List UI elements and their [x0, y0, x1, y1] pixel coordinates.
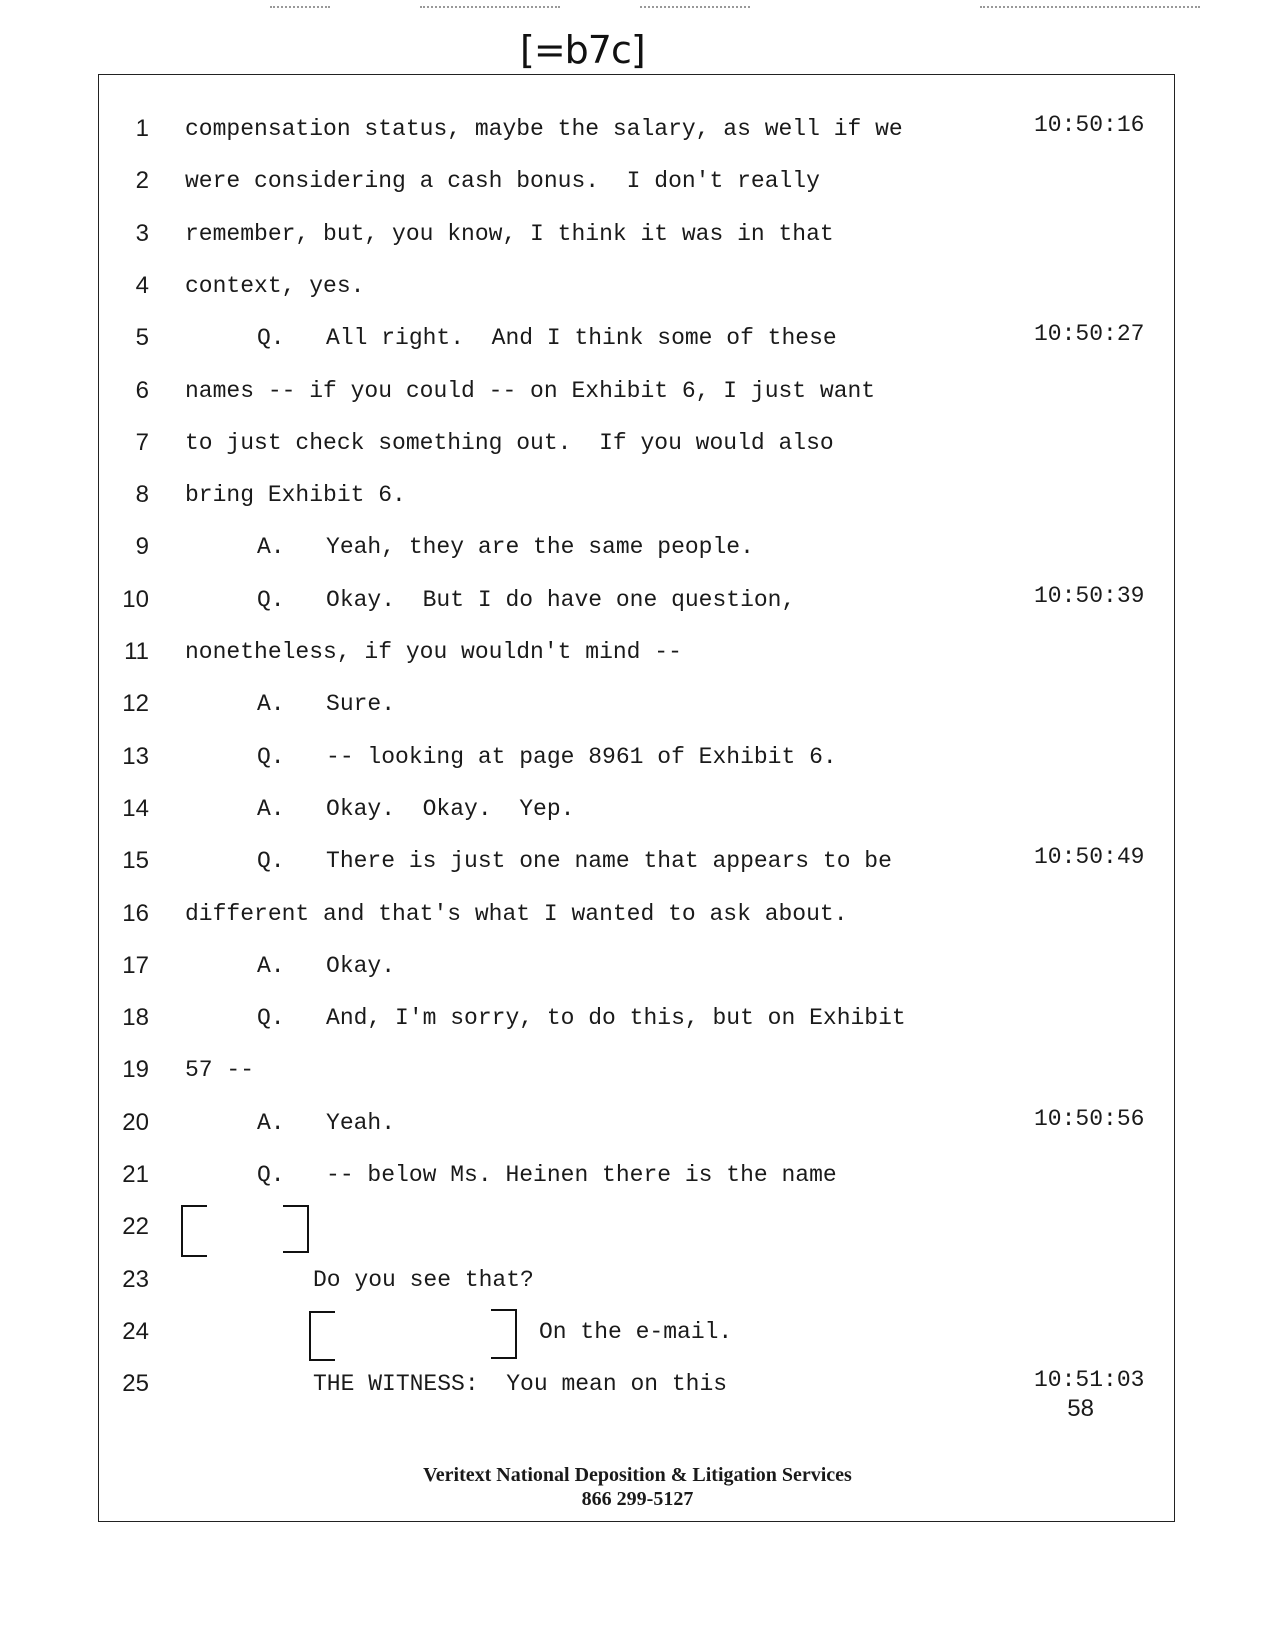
line-text: Q. -- below Ms. Heinen there is the name [257, 1162, 837, 1188]
line-number: 16 [122, 899, 149, 927]
line-number: 3 [135, 219, 149, 247]
line-text: Q. All right. And I think some of these [257, 325, 837, 352]
line-text: nonetheless, if you wouldn't mind -- [185, 639, 682, 665]
timestamp: 10:50:27 [1034, 321, 1145, 348]
line-text: were considering a cash bonus. I don't really [185, 168, 820, 195]
footer-company: Veritext National Deposition & Litigation Services [423, 1464, 852, 1486]
line-number: 20 [122, 1108, 149, 1136]
footer-phone: 866 299-5127 [581, 1488, 694, 1510]
scan-artifact [420, 6, 560, 10]
line-number: 21 [122, 1161, 149, 1188]
line-number: 24 [122, 1317, 149, 1345]
transcript-line [99, 1260, 1176, 1300]
line-text: Q. And, I'm sorry, to do this, but on Exhibit [257, 1005, 906, 1032]
transcript-line [99, 266, 1176, 306]
line-number: 4 [135, 271, 149, 299]
transcript-line [99, 684, 1176, 724]
timestamp: 10:50:16 [1034, 112, 1145, 138]
line-number: 15 [122, 847, 149, 875]
line-number: 13 [122, 742, 149, 770]
timestamp: 10:50:49 [1034, 844, 1145, 871]
line-number: 5 [135, 324, 149, 352]
transcript-line [99, 318, 1176, 358]
transcript-line [99, 475, 1176, 515]
transcript-line [99, 371, 1176, 411]
line-text: compensation status, maybe the salary, as well if we [185, 116, 903, 142]
line-text: A. Yeah, they are the same people. [257, 534, 754, 561]
line-number: 11 [124, 638, 149, 665]
transcript-line [99, 1103, 1176, 1143]
transcript-line [99, 109, 1176, 149]
line-number: 8 [135, 481, 149, 509]
line-number: 6 [135, 376, 149, 404]
transcript-line [99, 1050, 1176, 1090]
line-number: 12 [122, 690, 149, 718]
line-text: bring Exhibit 6. [185, 482, 406, 509]
line-number: 7 [135, 428, 149, 456]
timestamp: 10:50:56 [1034, 1105, 1145, 1132]
timestamp: 10:51:03 [1034, 1367, 1145, 1394]
line-text: 57 -- [185, 1057, 255, 1084]
transcript-line [99, 1364, 1176, 1404]
line-text: On the e-mail. [539, 1318, 733, 1345]
line-number: 14 [122, 794, 149, 822]
transcript-line [99, 737, 1176, 777]
transcript-line [99, 1207, 1176, 1247]
line-number: 23 [122, 1265, 149, 1293]
transcript-line [99, 789, 1176, 829]
page-number: 58 [1067, 1395, 1094, 1422]
redaction-bracket-right [491, 1309, 517, 1359]
line-number: 17 [122, 951, 149, 979]
transcript-line [99, 527, 1176, 567]
line-text: Q. There is just one name that appears to be [257, 848, 892, 875]
line-number: 1 [135, 115, 149, 142]
line-text: Q. -- looking at page 8961 of Exhibit 6. [257, 743, 837, 770]
line-text: to just check something out. If you would also [185, 429, 834, 456]
line-number: 9 [135, 533, 149, 561]
transcript-line [99, 998, 1176, 1038]
redaction-bracket-right [283, 1205, 309, 1253]
scan-artifact [640, 6, 750, 10]
transcript-line [99, 580, 1176, 620]
transcript-line [99, 946, 1176, 986]
line-text: A. Okay. Okay. Yep. [257, 795, 575, 822]
transcript-line [99, 632, 1176, 672]
line-text: A. Sure. [257, 691, 396, 718]
line-number: 22 [122, 1213, 149, 1241]
line-number: 18 [122, 1004, 149, 1032]
line-text: THE WITNESS: You mean on this [313, 1371, 728, 1398]
line-text: Q. Okay. But I do have one question, [257, 586, 796, 613]
transcript-line [99, 214, 1176, 254]
line-number: 10 [122, 585, 149, 613]
transcript-line [99, 161, 1176, 201]
line-text: A. Okay. [257, 952, 396, 979]
transcript-line [99, 894, 1176, 934]
transcript-line [99, 841, 1176, 881]
line-text: context, yes. [185, 272, 365, 299]
transcript-line [99, 1155, 1176, 1195]
redaction-bracket-left [309, 1311, 335, 1361]
redaction-stamp: [=b7c] [520, 28, 645, 72]
line-text: A. Yeah. [257, 1109, 396, 1136]
transcript-page [98, 74, 1175, 1522]
line-number: 25 [122, 1370, 149, 1398]
line-text: remember, but, you know, I think it was in that [185, 220, 834, 247]
transcript-line [99, 423, 1176, 463]
line-text: Do you see that? [313, 1266, 534, 1293]
scan-artifact [270, 6, 330, 10]
line-text: names -- if you could -- on Exhibit 6, I just want [185, 377, 876, 404]
timestamp: 10:50:39 [1034, 582, 1145, 609]
line-text: different and that's what I wanted to ask about. [185, 900, 848, 927]
line-number: 2 [135, 167, 149, 195]
scan-artifact [980, 6, 1200, 10]
line-number: 19 [122, 1056, 149, 1084]
redaction-bracket-left [181, 1205, 207, 1257]
transcript-line [99, 1312, 1176, 1352]
